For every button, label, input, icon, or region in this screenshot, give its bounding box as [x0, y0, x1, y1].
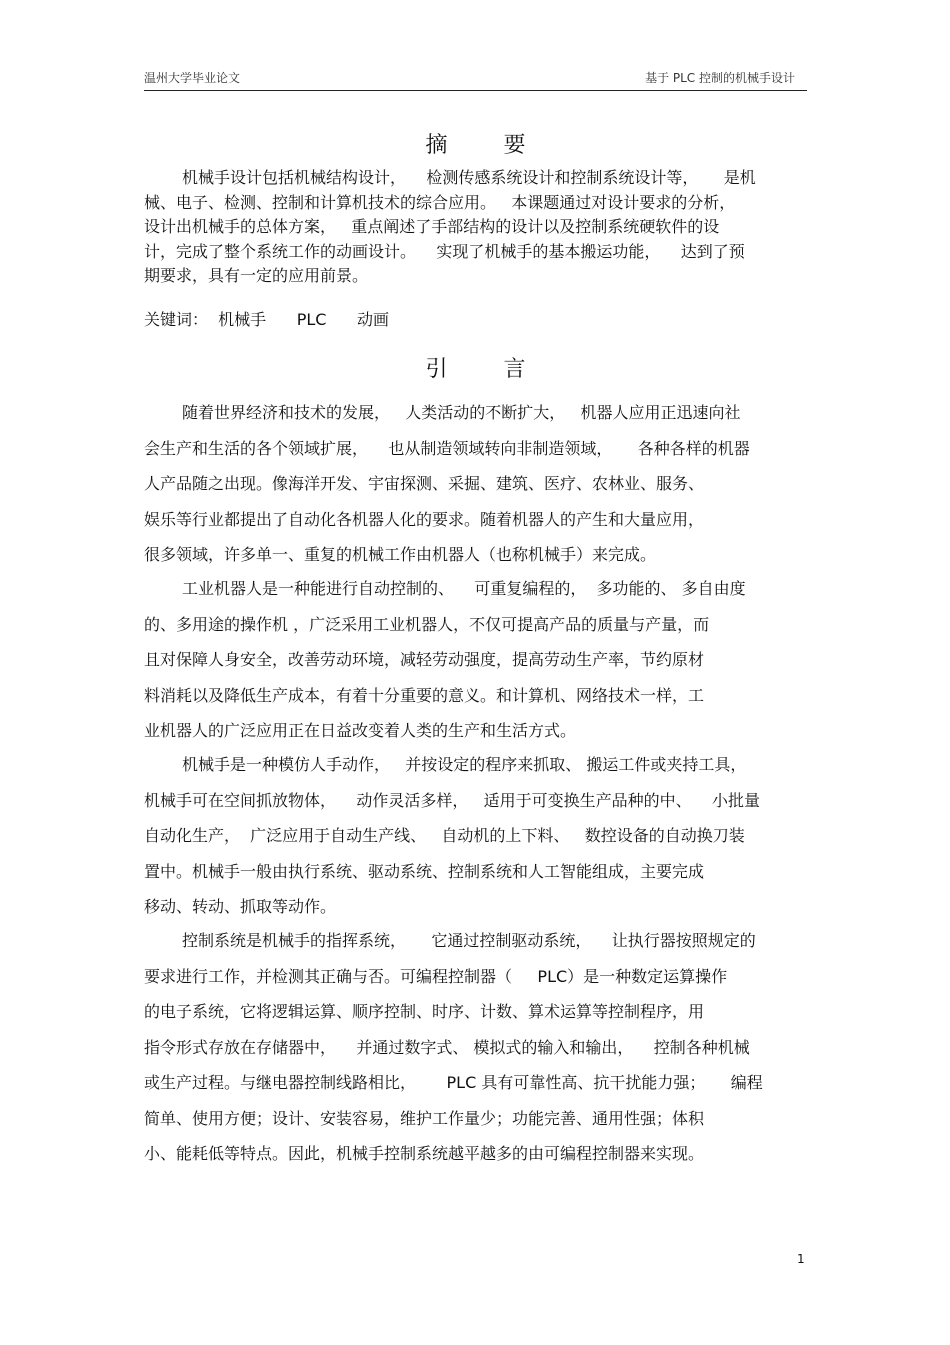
body-line: 且对保障人身安全，改善劳动环境，减轻劳动强度，提高劳动生产率，节约原材 [144, 650, 705, 669]
body-line: 机械手是一种模仿人手动作， 并按设定的程序来抓取、 搬运工件或夹持工具， [182, 755, 747, 774]
abstract-paragraph [144, 166, 807, 289]
body-line: 或生产过程。与继电器控制线路相比， PLC 具有可靠性高、抗干扰能力强； 编程 [144, 1073, 763, 1092]
body-line: 要求进行工作，并检测其正确与否。可编程控制器（ PLC）是一种数定运算操作 [144, 966, 728, 986]
body-line: 的电子系统，它将逻辑运算、顺序控制、时序、计数、算术运算等控制程序，用 [144, 1002, 705, 1021]
body-line: 工业机器人是一种能进行自动控制的、 可重复编程的， 多功能的、 多自由度 [182, 579, 746, 598]
body-line: 置中。机械手一般由执行系统、驱动系统、控制系统和人工智能组成，主要完成 [144, 861, 705, 881]
body-line: 娱乐等行业都提出了自动化各机器人化的要求。随着机器人的产生和大量应用， [144, 509, 705, 529]
body-line: 会生产和生活的各个领域扩展， 也从制造领域转向非制造领域， 各种各样的机器 [144, 438, 750, 458]
page-header [144, 66, 807, 91]
header-right-text: 基于 PLC 控制的机械手设计 [645, 71, 795, 85]
abstract-line: 期要求，具有一定的应用前景。 [144, 266, 369, 286]
body-line: 机械手可在空间抓放物体， 动作灵活多样， 适用于可变换生产品种的中、 小批量 [144, 790, 760, 810]
body-line: 自动化生产， 广泛应用于自动生产线、 自动机的上下料、 数控设备的自动换刀装 [144, 826, 745, 845]
abstract-line: 械、电子、检测、控制和计算机技术的综合应用。 本课题通过对设计要求的分析， [144, 192, 736, 212]
body-line: 小、能耗低等特点。因此，机械手控制系统越平越多的由可编程控制器来实现。 [144, 1144, 705, 1163]
abstract-line: 机械手设计包括机械结构设计， 检测传感系统设计和控制系统设计等， 是机 [182, 168, 756, 187]
intro-paragraph-3 [144, 747, 807, 925]
page-number: 1 [797, 1252, 805, 1266]
intro-paragraph-2 [144, 571, 807, 749]
body-line: 随着世界经济和技术的发展， 人类活动的不断扩大， 机器人应用正迅速向社 [182, 403, 741, 422]
body-line: 控制系统是机械手的指挥系统， 它通过控制驱动系统， 让执行器按照规定的 [182, 931, 756, 950]
keywords-line: 关键词： 机械手 PLC 动画 [144, 310, 389, 329]
body-line: 料消耗以及降低生产成本，有着十分重要的意义。和计算机、网络技术一样，工 [144, 685, 705, 705]
body-line: 指令形式存放在存储器中， 并通过数字式、 模拟式的输入和输出， 控制各种机械 [144, 1037, 750, 1057]
abstract-line: 设计出机械手的总体方案， 重点阐述了手部结构的设计以及控制系统硬软件的设 [144, 217, 720, 237]
intro-paragraph-4 [144, 923, 807, 1172]
body-line: 人产品随之出现。像海洋开发、宇宙探测、采掘、建筑、医疗、农林业、服务、 [144, 474, 705, 493]
body-line: 简单、使用方便；设计、安装容易，维护工作量少；功能完善、通用性强；体积 [144, 1108, 705, 1128]
body-line: 的、多用途的操作机 ，广泛采用工业机器人，不仅可提高产品的质量与产量，而 [144, 614, 710, 634]
header-left-text: 温州大学毕业论文 [144, 71, 241, 85]
abstract-title: 摘要 [425, 133, 582, 158]
body-line: 移动、转动、抓取等动作。 [144, 897, 337, 916]
intro-title: 引言 [425, 357, 582, 382]
intro-paragraph-1 [144, 395, 807, 573]
body-line: 业机器人的广泛应用正在日益改变着人类的生产和生活方式。 [144, 721, 577, 740]
abstract-line: 计，完成了整个系统工作的动画设计。 实现了机械手的基本搬运功能， 达到了预 [144, 241, 745, 261]
body-line: 很多领域，许多单一、重复的机械工作由机器人（也称机械手）来完成。 [144, 545, 657, 564]
